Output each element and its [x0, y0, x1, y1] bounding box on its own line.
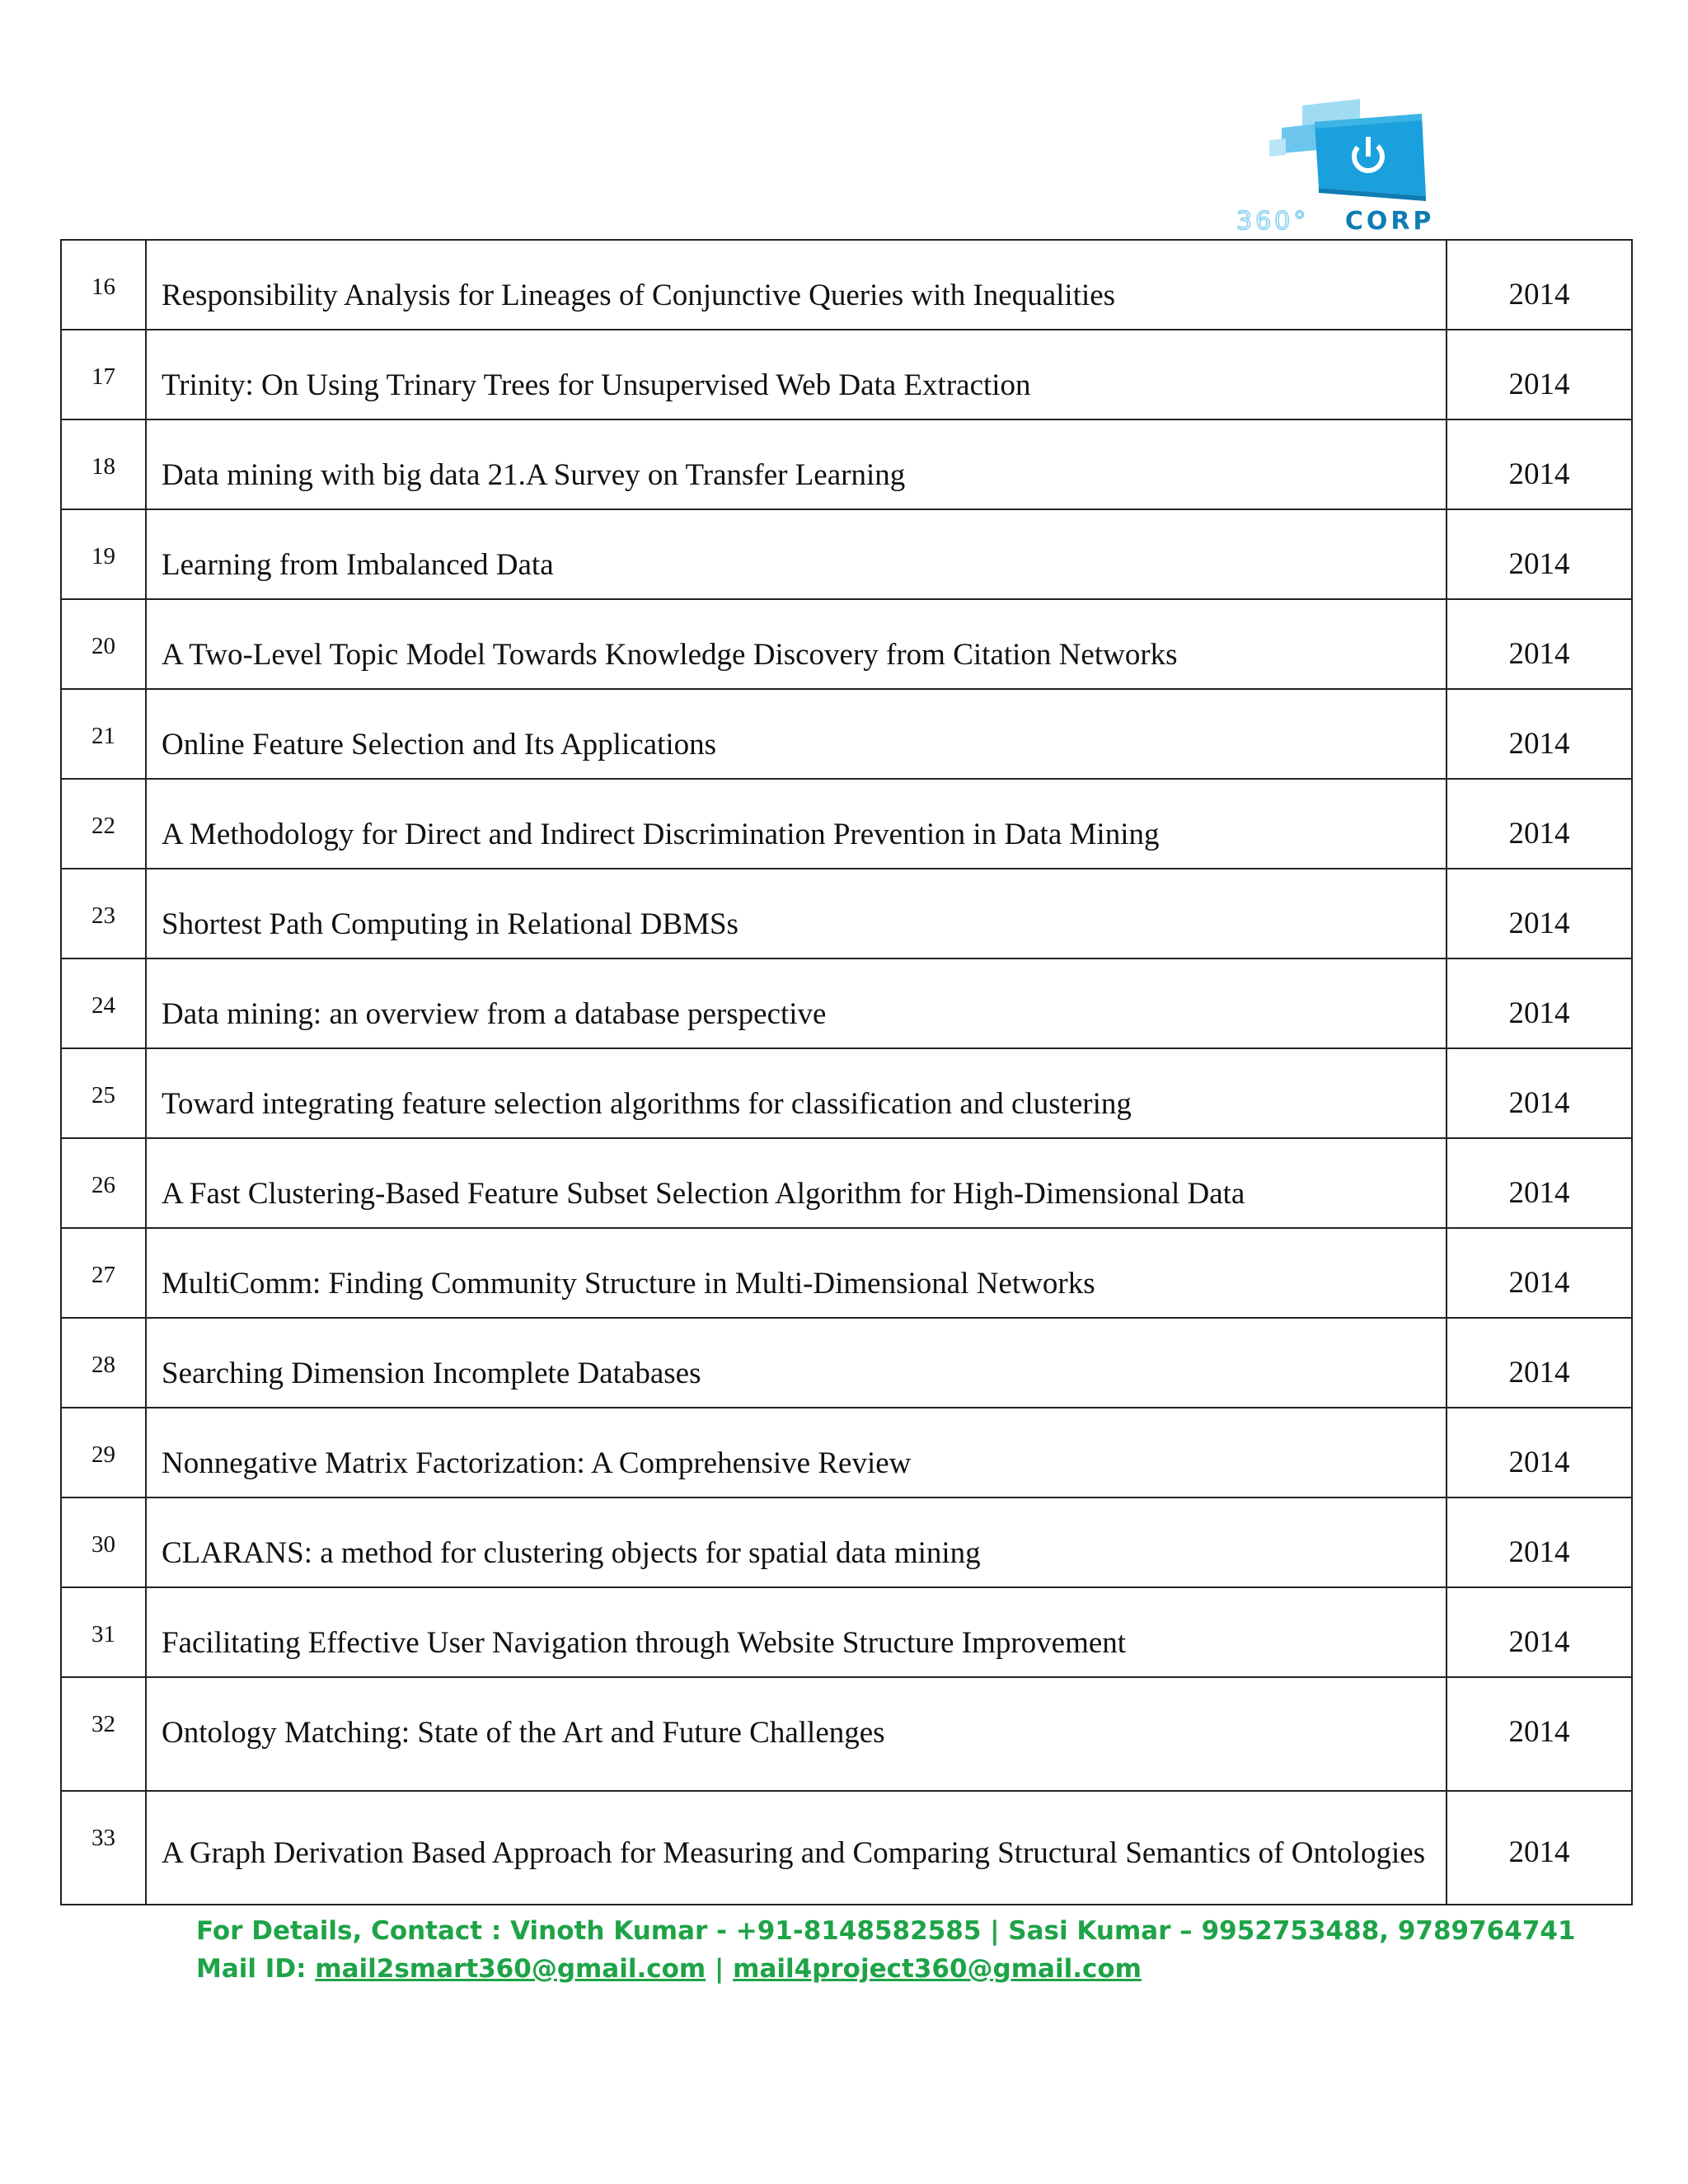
row-number: 25 — [91, 1082, 115, 1108]
mail-link-2[interactable]: mail4project360@gmail.com — [733, 1954, 1142, 1984]
cell-number — [61, 689, 146, 779]
logo-text-right: CORP — [1344, 207, 1435, 236]
cell-year — [1447, 599, 1632, 689]
project-year: 2014 — [1508, 817, 1570, 851]
cell-title — [146, 330, 1447, 419]
row-number: 19 — [91, 543, 115, 569]
cell-number — [61, 330, 146, 419]
row-number: 20 — [91, 633, 115, 659]
cell-number — [61, 419, 146, 509]
table-row — [61, 1318, 1632, 1408]
cell-title — [146, 1318, 1447, 1408]
project-year: 2014 — [1508, 1625, 1570, 1659]
row-number: 27 — [91, 1262, 115, 1288]
project-year: 2014 — [1508, 368, 1570, 401]
cell-year — [1447, 1677, 1632, 1791]
mail-label: Mail ID: — [196, 1954, 316, 1984]
cell-number — [61, 1497, 146, 1587]
cell-year — [1447, 1138, 1632, 1228]
cell-title — [146, 419, 1447, 509]
cell-title — [146, 1138, 1447, 1228]
cell-title — [146, 869, 1447, 958]
cell-number — [61, 509, 146, 599]
cell-title — [146, 958, 1447, 1048]
project-year: 2014 — [1508, 1086, 1570, 1120]
project-title: CLARANS: a method for clustering objects for spatial data mining — [162, 1536, 981, 1570]
cell-year — [1447, 1497, 1632, 1587]
project-year: 2014 — [1508, 1835, 1570, 1869]
cell-title — [146, 1048, 1447, 1138]
cell-year — [1447, 419, 1632, 509]
logo-wordmark — [1236, 208, 1484, 236]
project-year: 2014 — [1508, 1715, 1570, 1749]
cell-number — [61, 1318, 146, 1408]
project-title: Online Feature Selection and Its Applications — [162, 728, 717, 762]
table-row — [61, 779, 1632, 869]
project-title: Shortest Path Computing in Relational DBMSs — [162, 907, 738, 941]
row-number: 21 — [91, 723, 115, 749]
table-row — [61, 1497, 1632, 1587]
project-title: Ontology Matching: State of the Art and Future Challenges — [162, 1716, 885, 1750]
contact-footer — [196, 1912, 1576, 1988]
cell-title — [146, 509, 1447, 599]
project-year: 2014 — [1508, 547, 1570, 581]
row-number: 17 — [91, 363, 115, 390]
project-title: Searching Dimension Incomplete Databases — [162, 1357, 701, 1390]
cell-year — [1447, 689, 1632, 779]
contact-line: For Details, Contact : Vinoth Kumar - +91-8148582585 | Sasi Kumar – 9952753488, 9789764741 — [196, 1916, 1576, 1946]
project-title: A Graph Derivation Based Approach for Measuring and Comparing Structural Semantics of Ontologies — [162, 1836, 1426, 1870]
row-number: 24 — [91, 992, 115, 1019]
table-row — [61, 1408, 1632, 1497]
table-row — [61, 689, 1632, 779]
cell-number — [61, 958, 146, 1048]
cell-title — [146, 1677, 1447, 1791]
project-year: 2014 — [1508, 907, 1570, 940]
cell-number — [61, 1048, 146, 1138]
cell-number — [61, 779, 146, 869]
cell-year — [1447, 1228, 1632, 1318]
project-table — [60, 239, 1631, 1905]
cell-number — [61, 240, 146, 330]
project-title: MultiComm: Finding Community Structure in Multi-Dimensional Networks — [162, 1267, 1095, 1301]
cell-year — [1447, 1408, 1632, 1497]
cell-year — [1447, 1318, 1632, 1408]
project-year: 2014 — [1508, 278, 1570, 312]
project-title: Data mining with big data 21.A Survey on Transfer Learning — [162, 458, 906, 492]
row-number: 22 — [91, 813, 115, 839]
project-title: Learning from Imbalanced Data — [162, 548, 554, 582]
row-number: 26 — [91, 1172, 115, 1198]
cell-year — [1447, 779, 1632, 869]
project-title: Nonnegative Matrix Factorization: A Comprehensive Review — [162, 1446, 912, 1480]
cell-year — [1447, 240, 1632, 330]
table-row — [61, 958, 1632, 1048]
cell-title — [146, 599, 1447, 689]
table-row — [61, 869, 1632, 958]
row-number: 30 — [91, 1531, 115, 1558]
project-title: A Two-Level Topic Model Towards Knowledge Discovery from Citation Networks — [162, 638, 1178, 672]
row-number: 31 — [91, 1621, 115, 1647]
cell-number — [61, 1791, 146, 1905]
cell-year — [1447, 1048, 1632, 1138]
row-number: 18 — [91, 453, 115, 480]
cell-title — [146, 1791, 1447, 1905]
row-number: 32 — [91, 1711, 115, 1737]
row-number: 33 — [91, 1825, 115, 1851]
table-row — [61, 1791, 1632, 1905]
cell-year — [1447, 509, 1632, 599]
project-year: 2014 — [1508, 637, 1570, 671]
project-year: 2014 — [1508, 1535, 1570, 1569]
cell-title — [146, 240, 1447, 330]
row-number: 16 — [91, 274, 115, 300]
project-year: 2014 — [1508, 727, 1570, 761]
table-row — [61, 509, 1632, 599]
table-row — [61, 419, 1632, 509]
cell-title — [146, 1228, 1447, 1318]
cell-number — [61, 1138, 146, 1228]
cell-title — [146, 779, 1447, 869]
cell-year — [1447, 330, 1632, 419]
cell-number — [61, 599, 146, 689]
cell-title — [146, 1497, 1447, 1587]
project-year: 2014 — [1508, 996, 1570, 1030]
cell-year — [1447, 958, 1632, 1048]
table-row — [61, 240, 1632, 330]
mail-link-1[interactable]: mail2smart360@gmail.com — [315, 1954, 706, 1984]
project-title: Toward integrating feature selection algorithms for classification and clustering — [162, 1087, 1132, 1121]
table-row — [61, 1138, 1632, 1228]
table-row — [61, 330, 1632, 419]
table-row — [61, 599, 1632, 689]
project-table-grid — [60, 239, 1633, 1905]
mail-line — [196, 1950, 1576, 1988]
project-title: Data mining: an overview from a database perspective — [162, 997, 827, 1031]
project-year: 2014 — [1508, 1266, 1570, 1300]
table-row — [61, 1048, 1632, 1138]
project-title: A Methodology for Direct and Indirect Discrimination Prevention in Data Mining — [162, 818, 1160, 851]
cell-title — [146, 1408, 1447, 1497]
row-number: 28 — [91, 1352, 115, 1378]
project-title: Trinity: On Using Trinary Trees for Unsupervised Web Data Extraction — [162, 368, 1031, 402]
cell-year — [1447, 1587, 1632, 1677]
project-title: Responsibility Analysis for Lineages of Conjunctive Queries with Inequalities — [162, 279, 1116, 312]
cell-number — [61, 1587, 146, 1677]
cell-number — [61, 869, 146, 958]
project-year: 2014 — [1508, 1356, 1570, 1390]
table-row — [61, 1587, 1632, 1677]
cell-title — [146, 1587, 1447, 1677]
company-logo — [1236, 91, 1484, 239]
table-row — [61, 1228, 1632, 1318]
cell-number — [61, 1677, 146, 1791]
cell-title — [146, 689, 1447, 779]
logo-text-left: 360° — [1236, 207, 1310, 236]
mail-separator: | — [706, 1954, 734, 1984]
project-year: 2014 — [1508, 1176, 1570, 1210]
cell-year — [1447, 869, 1632, 958]
table-row — [61, 1677, 1632, 1791]
row-number: 23 — [91, 902, 115, 929]
project-title: Facilitating Effective User Navigation through Website Structure Improvement — [162, 1626, 1127, 1660]
project-title: A Fast Clustering-Based Feature Subset Selection Algorithm for High-Dimensional Data — [162, 1177, 1245, 1211]
cell-number — [61, 1408, 146, 1497]
project-year: 2014 — [1508, 1446, 1570, 1479]
row-number: 29 — [91, 1441, 115, 1468]
cell-year — [1447, 1791, 1632, 1905]
cell-number — [61, 1228, 146, 1318]
project-year: 2014 — [1508, 457, 1570, 491]
